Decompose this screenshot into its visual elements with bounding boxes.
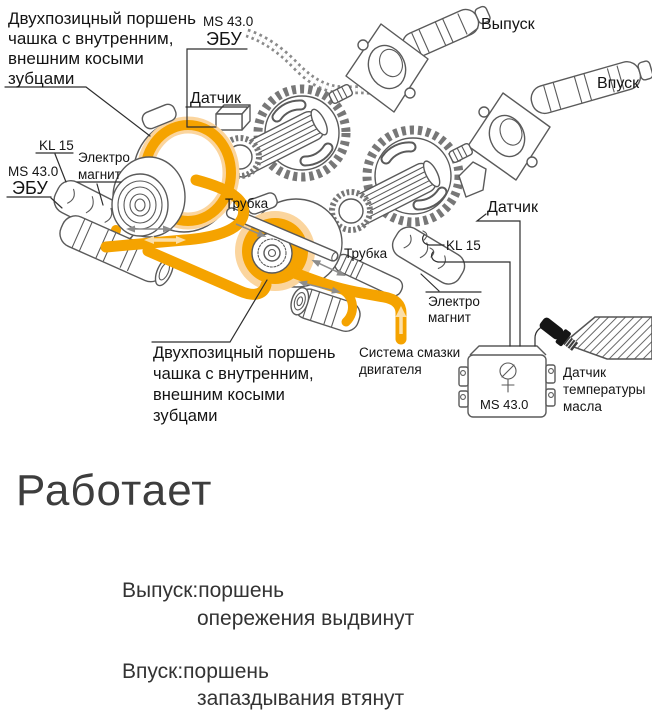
label-piston-bottom-4: зубцами xyxy=(153,407,218,425)
label-oil-temp-3: масла xyxy=(563,399,602,414)
exhaust-camshaft xyxy=(346,1,493,112)
engine-block-hatched xyxy=(571,317,652,359)
label-solenoid-left-1: Электро xyxy=(78,150,130,165)
label-oil-system-2: двигателя xyxy=(359,362,422,377)
label-piston-top-3: внешним косыми xyxy=(8,49,144,68)
label-ecu-left-ebu: ЭБУ xyxy=(12,178,48,198)
sensor-wedge-icon xyxy=(459,162,486,197)
page-title: Работает xyxy=(16,466,213,515)
label-exhaust: Выпуск xyxy=(481,16,535,33)
label-piston-bottom-1: Двухпозицный поршень xyxy=(153,344,336,362)
label-tube-2: Трубка xyxy=(344,246,388,261)
label-oil-temp-1: Датчик xyxy=(563,365,607,380)
label-piston-top-2: чашка с внутренним, xyxy=(8,29,174,48)
label-oil-system-1: Система смазки xyxy=(359,345,461,360)
status-exhaust-line1: Выпуск:поршень xyxy=(122,579,285,602)
label-sensor-right: Датчик xyxy=(487,199,538,216)
label-sensor-top: Датчик xyxy=(190,90,241,107)
label-solenoid-left-2: магнит xyxy=(78,167,121,182)
label-solenoid-right-1: Электро xyxy=(428,294,480,309)
label-piston-bottom-2: чашка с внутренним, xyxy=(153,365,314,383)
label-ecu-top-ms: MS 43.0 xyxy=(203,14,254,29)
status-intake-line2: запаздывания втянут xyxy=(197,687,405,710)
label-kl15-left: KL 15 xyxy=(39,138,74,153)
label-intake: Впуск xyxy=(597,75,640,92)
label-solenoid-right-2: магнит xyxy=(428,310,471,325)
label-piston-top-1: Двухпозицный поршень xyxy=(8,9,196,28)
label-ecu-left-ms: MS 43.0 xyxy=(8,164,59,179)
status-exhaust-line2: опережения выдвинут xyxy=(197,607,415,630)
label-ecu-top-ebu: ЭБУ xyxy=(206,29,242,49)
label-piston-bottom-3: внешним косыми xyxy=(153,386,285,404)
label-oil-temp-2: температуры xyxy=(563,382,646,397)
label-tube-1: Трубка xyxy=(225,196,269,211)
sensor-cube-icon xyxy=(216,105,250,130)
label-piston-top-4: зубцами xyxy=(8,69,75,88)
label-ecu-box: MS 43.0 xyxy=(480,397,529,412)
label-kl15-right: KL 15 xyxy=(446,238,481,253)
status-intake-line1: Впуск:поршень xyxy=(122,660,269,683)
